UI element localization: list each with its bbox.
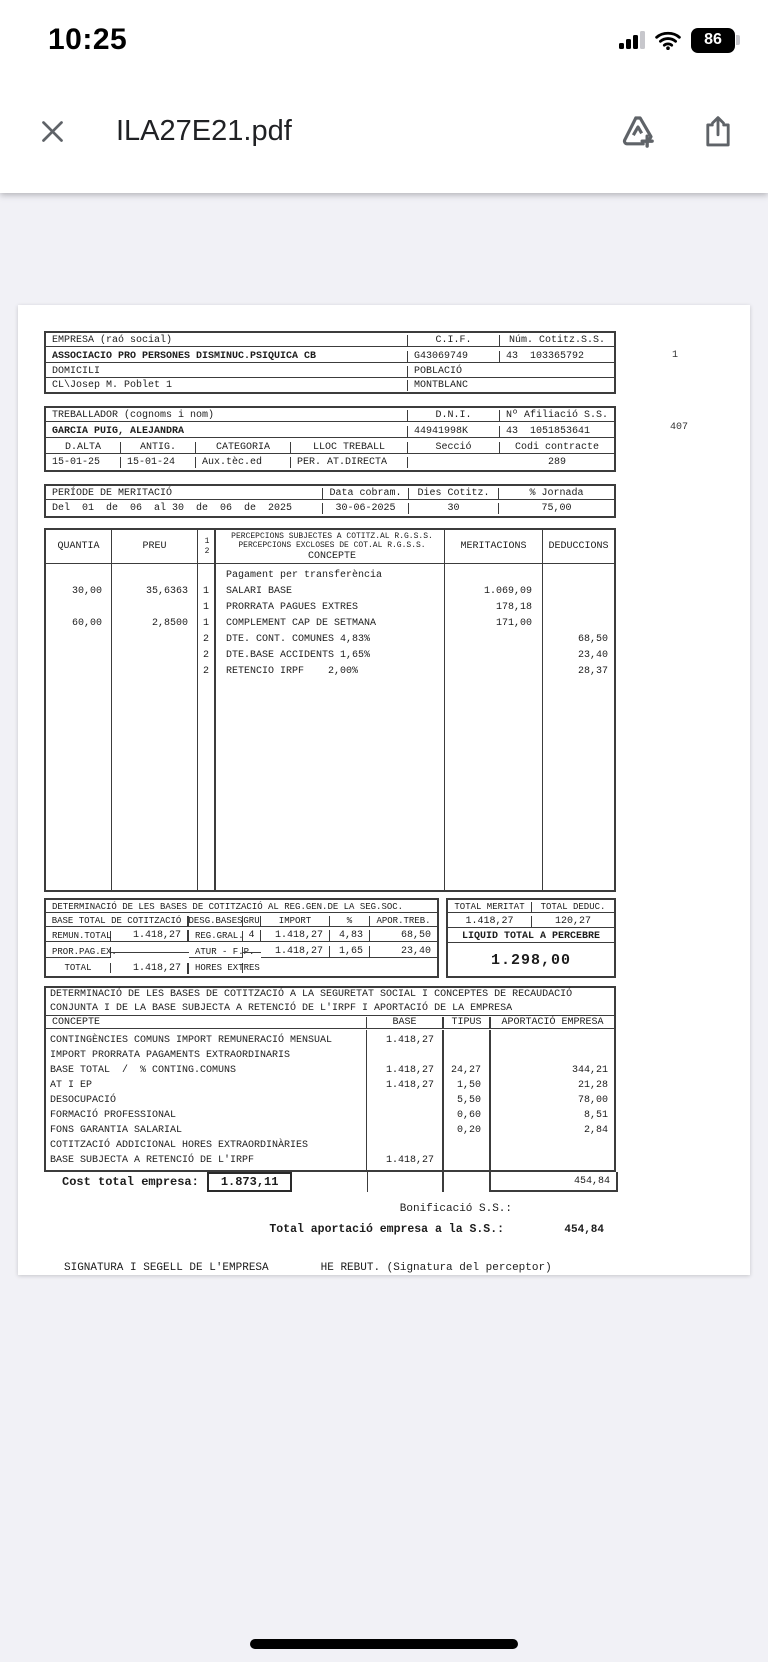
poblacio-label: POBLACIÓ [408, 366, 614, 378]
battery-indicator [691, 28, 740, 53]
empresa-header: EMPRESA (raó social) [46, 335, 408, 347]
total-meritat-header: TOTAL MERITAT [448, 902, 532, 913]
dni-header: D.N.I. [408, 410, 500, 422]
recaptacio-title-1: DETERMINACIÓ DE LES BASES DE COTITZACIÓ A LA SEGURETAT SOCIAL I CONCEPTES DE RECAUDACIÓ [50, 989, 573, 1000]
col-aportacio-empresa: APORTACIÓ EMPRESA [491, 1017, 614, 1029]
jornada-header: % Jornada [499, 488, 614, 500]
recaptacio-table [44, 986, 616, 1172]
total-aportacio-label: Total aportació empresa a la S.S.: [269, 1223, 504, 1236]
col-contracte: Codi contracte [500, 442, 614, 454]
add-to-drive-icon [618, 112, 658, 152]
domicili-label: DOMICILI [46, 366, 408, 378]
afiliacio-header: Nº Afiliació S.S. [500, 410, 614, 422]
page-side-number-treballador: 407 [669, 422, 688, 433]
cif-header: C.I.F. [408, 335, 500, 347]
col-apor-treb: APOR.TREB. [370, 916, 437, 927]
recaptacio-tipus-column: 24,27 1,50 5,50 0,60 0,20 [444, 1030, 491, 1170]
periode-header: PERÍODE DE MERITACIÓ [46, 488, 323, 500]
total-deduc-header: TOTAL DEDUC. [532, 902, 614, 913]
signature-empresa-label: SIGNATURA I SEGELL DE L'EMPRESA [64, 1262, 269, 1274]
col-concepte2: CONCEPTE [46, 1017, 367, 1029]
total-deduc-value: 120,27 [532, 916, 614, 928]
treballador-header: TREBALLADOR (cognoms i nom) [46, 410, 408, 422]
document-title: ILA27E21.pdf [116, 115, 292, 147]
tipus-percepcio-column: 1 1 1 2 2 2 [198, 564, 216, 890]
cellular-signal-icon [619, 31, 645, 49]
treballador-afiliacio: 43 1051853641 [500, 426, 614, 438]
periode-table [44, 484, 616, 518]
empresa-table [44, 331, 616, 394]
val-antig: 15-01-24 [121, 457, 196, 468]
status-time: 10:25 [48, 23, 128, 56]
signature-row [44, 1262, 616, 1274]
col-concepte: PERCEPCIONS SUBJECTES A COTITZ.AL R.G.S.S. PERCEPCIONS EXCLOSES DE COT.AL R.G.S.S. CONCEPTE [216, 530, 445, 563]
preu-column: 35,6363 2,8500 [112, 564, 198, 890]
col-base-total: BASE TOTAL DE COTITZACIÓ [46, 916, 189, 927]
payslip-document [44, 331, 616, 1274]
val-categoria: Aux.tèc.ed [196, 457, 291, 468]
bonificacio-label: Bonificació S.S.: [399, 1203, 512, 1215]
cotitz-header: Núm. Cotitz.S.S. [500, 335, 614, 347]
treballador-name: GARCIA PUIG, ALEJANDRA [46, 426, 408, 438]
recaptacio-body [46, 1030, 614, 1170]
signature-perceptor-label: HE REBUT. (Signatura del perceptor) [320, 1262, 552, 1274]
cost-total [46, 1172, 367, 1192]
dies-cotitz: 30 [409, 503, 499, 514]
col-deduccions: DEDUCCIONS [548, 541, 609, 552]
liquid-total-value: 1.298,00 [490, 951, 571, 969]
liquid-total-header: LIQUID TOTAL A PERCEBRE [448, 931, 614, 943]
status-icons [619, 28, 740, 53]
periode-range: Del 01 de 06 al 30 de 06 de 2025 [46, 503, 323, 514]
bases-row: TOTAL 1.418,27 HORES EXTRES [46, 960, 437, 976]
recaptacio-base-column: 1.418,27 1.418,27 1.418,27 1.418,27 [367, 1030, 444, 1170]
total-aportacio-row [44, 1223, 616, 1236]
empresa-cif: G43069749 [408, 351, 500, 363]
val-contracte: 289 [547, 457, 566, 468]
bases-table [44, 898, 439, 978]
empresa-cotitz: 43 103365792 [500, 351, 614, 363]
bases-title: DETERMINACIÓ DE LES BASES DE COTITZACIÓ AL REG.GEN.DE LA SEG.SOC. [46, 902, 437, 913]
meritacions-column: 1.069,09 178,18 171,00 [445, 564, 543, 890]
tipus-column-stub [444, 1172, 491, 1192]
col-tipus: TIPUS [444, 1017, 491, 1029]
pdf-page [18, 305, 750, 1275]
col-import: IMPORT [261, 916, 330, 927]
col-dalta: D.ALTA [46, 442, 121, 454]
home-indicator[interactable] [250, 1639, 518, 1649]
battery-nub [736, 35, 740, 45]
empresa-name: ASSOCIACIO PRO PERSONES DISMINUC.PSIQUICA CB [46, 351, 408, 363]
treballador-dni: 44941998K [408, 426, 500, 438]
totals-table [446, 898, 616, 978]
jornada: 75,00 [541, 503, 572, 514]
bonificacio-row [44, 1203, 616, 1215]
conceptes-body [46, 564, 614, 890]
total-meritat-value: 1.418,27 [448, 916, 532, 928]
col-antig: ANTIG. [121, 442, 196, 454]
empresa-domicili: CL\Josep M. Poblet 1 [46, 380, 408, 391]
recaptacio-title-2: CONJUNTA I DE LA BASE SUBJECTA A RETENCIÓ DE L'IRPF I APORTACIÓ DE LA EMPRESA [46, 1002, 614, 1016]
pdf-viewer-header [0, 70, 768, 193]
pdf-viewport[interactable] [0, 193, 768, 1662]
empresa-poblacio: MONTBLANC [414, 379, 469, 391]
aportacio-sum: 454,84 [491, 1172, 618, 1192]
base-column-stub [367, 1172, 444, 1192]
status-bar [0, 0, 768, 70]
col-gru: GRU [243, 915, 260, 926]
col-preu: PREU [112, 530, 198, 563]
close-icon [39, 118, 66, 145]
col-lloc: LLOC TREBALL [291, 442, 408, 454]
col-desg-bases: DESG.BASES [188, 915, 243, 926]
col-base2: BASE [367, 1017, 444, 1029]
close-button[interactable] [30, 110, 74, 154]
share-icon [700, 114, 736, 150]
page-side-number-empresa: 1 [671, 350, 678, 361]
wifi-icon [655, 30, 681, 50]
cost-total-row [44, 1172, 616, 1191]
data-cobram: 30-06-2025 [323, 503, 409, 514]
data-cobram-header: Data cobram. [323, 488, 409, 500]
battery-percent: 86 [704, 31, 722, 48]
cost-total-label: Cost total empresa: [62, 1175, 199, 1189]
col-quantia: QUANTIA [46, 530, 112, 563]
concepte-column: Pagament per transferència SALARI BASE PRORRATA PAGUES EXTRES COMPLEMENT CAP DE SETMANA DTE. CONT. COMUNES 4,83% DTE.BASE ACCIDENTS 1,65% RETENCIO IRPF 2,00% [216, 564, 445, 890]
add-to-drive-button[interactable] [614, 108, 662, 156]
val-lloc: PER. AT.DIRECTA [291, 457, 408, 468]
col-seccio: Secció [408, 442, 500, 454]
bases-row: PROR.PAG.EX. ATUR - F.P. 1.418,27 1,65 23,40 [46, 944, 437, 960]
quantia-column: 30,00 60,00 [46, 564, 112, 890]
col-notes: 1 2 [198, 530, 216, 563]
recaptacio-concepte-column: CONTINGÈNCIES COMUNS IMPORT REMUNERACIÓ MENSUAL IMPORT PRORRATA PAGAMENTS EXTRAORDINARIS BASE TOTAL / % CONTING.COMUNS AT I EP DESOCUPACIÓ FORMACIÓ PROFESSIONAL FONS GARANTIA SALARIAL COTITZACIÓ ADDICIONAL HORES EXTRAORDINÀRIES BASE SUBJECTA A RETENCIÓ DE L'IRPF [46, 1030, 367, 1170]
conceptes-table [44, 528, 616, 892]
bases-section [44, 898, 616, 978]
share-button[interactable] [694, 108, 742, 156]
col-meritacions: MERITACIONS [445, 530, 543, 563]
deduccions-column: 68,50 23,40 28,37 [577, 634, 608, 677]
total-aportacio-value: 454,84 [564, 1224, 604, 1236]
cost-total-value: 1.873,11 [207, 1172, 293, 1192]
treballador-table [44, 406, 616, 472]
col-pct: % [330, 916, 370, 927]
dies-cotitz-header: Dies Cotitz. [409, 488, 499, 500]
col-categoria: CATEGORIA [196, 442, 291, 454]
recaptacio-aportacio-column: 344,21 21,28 78,00 8,51 2,84 [571, 1065, 608, 1136]
bases-row: REMUN.TOTAL 1.418,27 REG.GRAL. 4 1.418,27 4,83 68,50 [46, 928, 437, 944]
val-dalta: 15-01-25 [46, 457, 121, 468]
